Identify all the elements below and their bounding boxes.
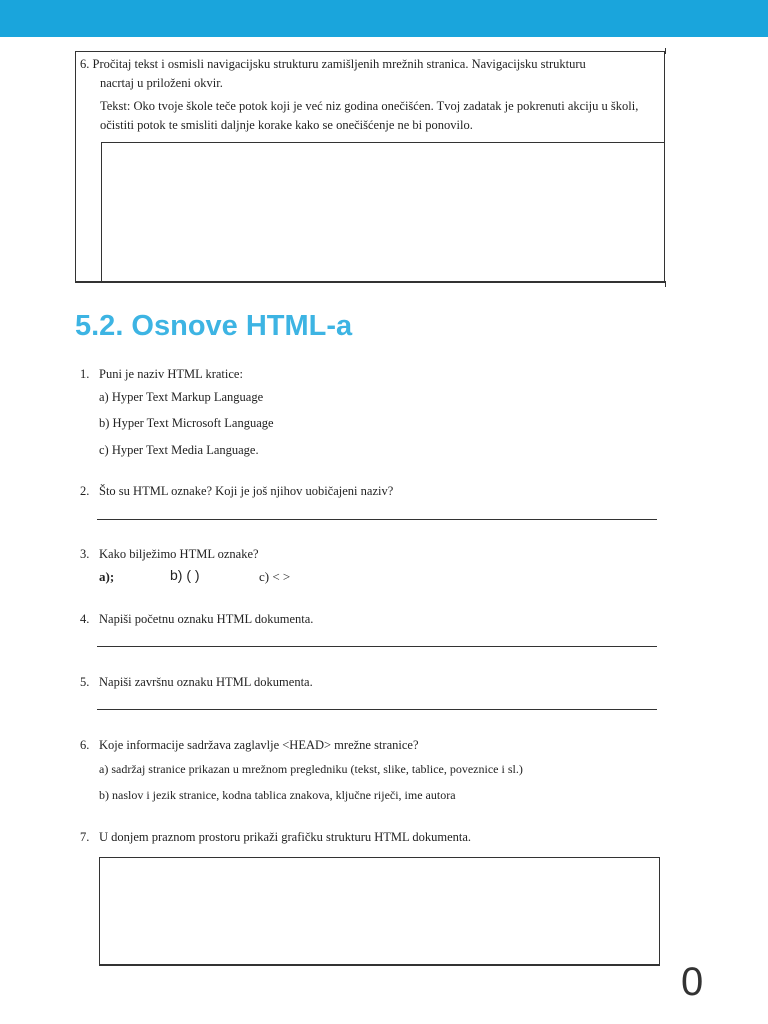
question-5: 5. Napiši završnu oznaku HTML dokumenta.	[80, 675, 313, 689]
header-bar	[0, 0, 768, 37]
question-3: 3. Kako bilježimo HTML oznake?	[80, 547, 259, 561]
task6-text-line2: očistiti potok te smisliti daljnje korake kako se onečišćenje ne bi ponovilo.	[100, 118, 473, 132]
question-6-option-a[interactable]: a) sadržaj stranice prikazan u mrežnom pregledniku (tekst, slike, tablice, poveznice i sl.)	[99, 762, 523, 776]
question-1-option-b[interactable]: b) Hyper Text Microsoft Language	[99, 416, 274, 430]
question-1-option-a[interactable]: a) Hyper Text Markup Language	[99, 390, 264, 404]
task6-intro-cont: nacrtaj u priloženi okvir.	[100, 76, 223, 90]
task6-text-line1: Tekst: Oko tvoje škole teče potok koji je već niz godina onečišćen. Tvoj zadatak je pokrenuti akciju u školi,	[100, 99, 639, 113]
question-3-option-b[interactable]: b) ( )	[170, 567, 200, 583]
question-3-option-a[interactable]: a);	[99, 569, 115, 584]
task6-intro: Pročitaj tekst i osmisli navigacijsku strukturu zamišljenih mrežnih stranica. Navigacijsku strukturu	[92, 57, 586, 71]
question-6: 6. Koje informacije sadržava zaglavlje <HEAD> mrežne stranice?	[80, 738, 419, 752]
question-7-answer-box[interactable]	[99, 857, 660, 966]
task6-number: 6.	[80, 57, 90, 71]
task6-text	[80, 55, 665, 135]
page-number: 0	[681, 960, 704, 1004]
answer-line-4[interactable]	[97, 646, 657, 647]
question-4: 4. Napiši početnu oznaku HTML dokumenta.	[80, 612, 314, 626]
frame-tick	[665, 48, 666, 54]
answer-line-5[interactable]	[97, 709, 657, 710]
frame-tick	[665, 281, 666, 287]
answer-line-2[interactable]	[97, 519, 657, 520]
question-3-option-c[interactable]: c) < >	[259, 569, 291, 584]
question-7: 7. U donjem praznom prostoru prikaži grafičku strukturu HTML dokumenta.	[80, 830, 472, 844]
question-1-option-c[interactable]: c) Hyper Text Media Language.	[99, 443, 259, 457]
section-title: 5.2. Osnove HTML-a	[75, 310, 353, 342]
question-1: 1. Puni je naziv HTML kratice:	[80, 367, 243, 381]
question-6-option-b[interactable]: b) naslov i jezik stranice, kodna tablica znakova, ključne riječi, ime autora	[99, 788, 456, 802]
task6-answer-box[interactable]	[101, 142, 665, 282]
question-2: 2. Što su HTML oznake? Koji je još njihov uobičajeni naziv?	[80, 484, 394, 498]
